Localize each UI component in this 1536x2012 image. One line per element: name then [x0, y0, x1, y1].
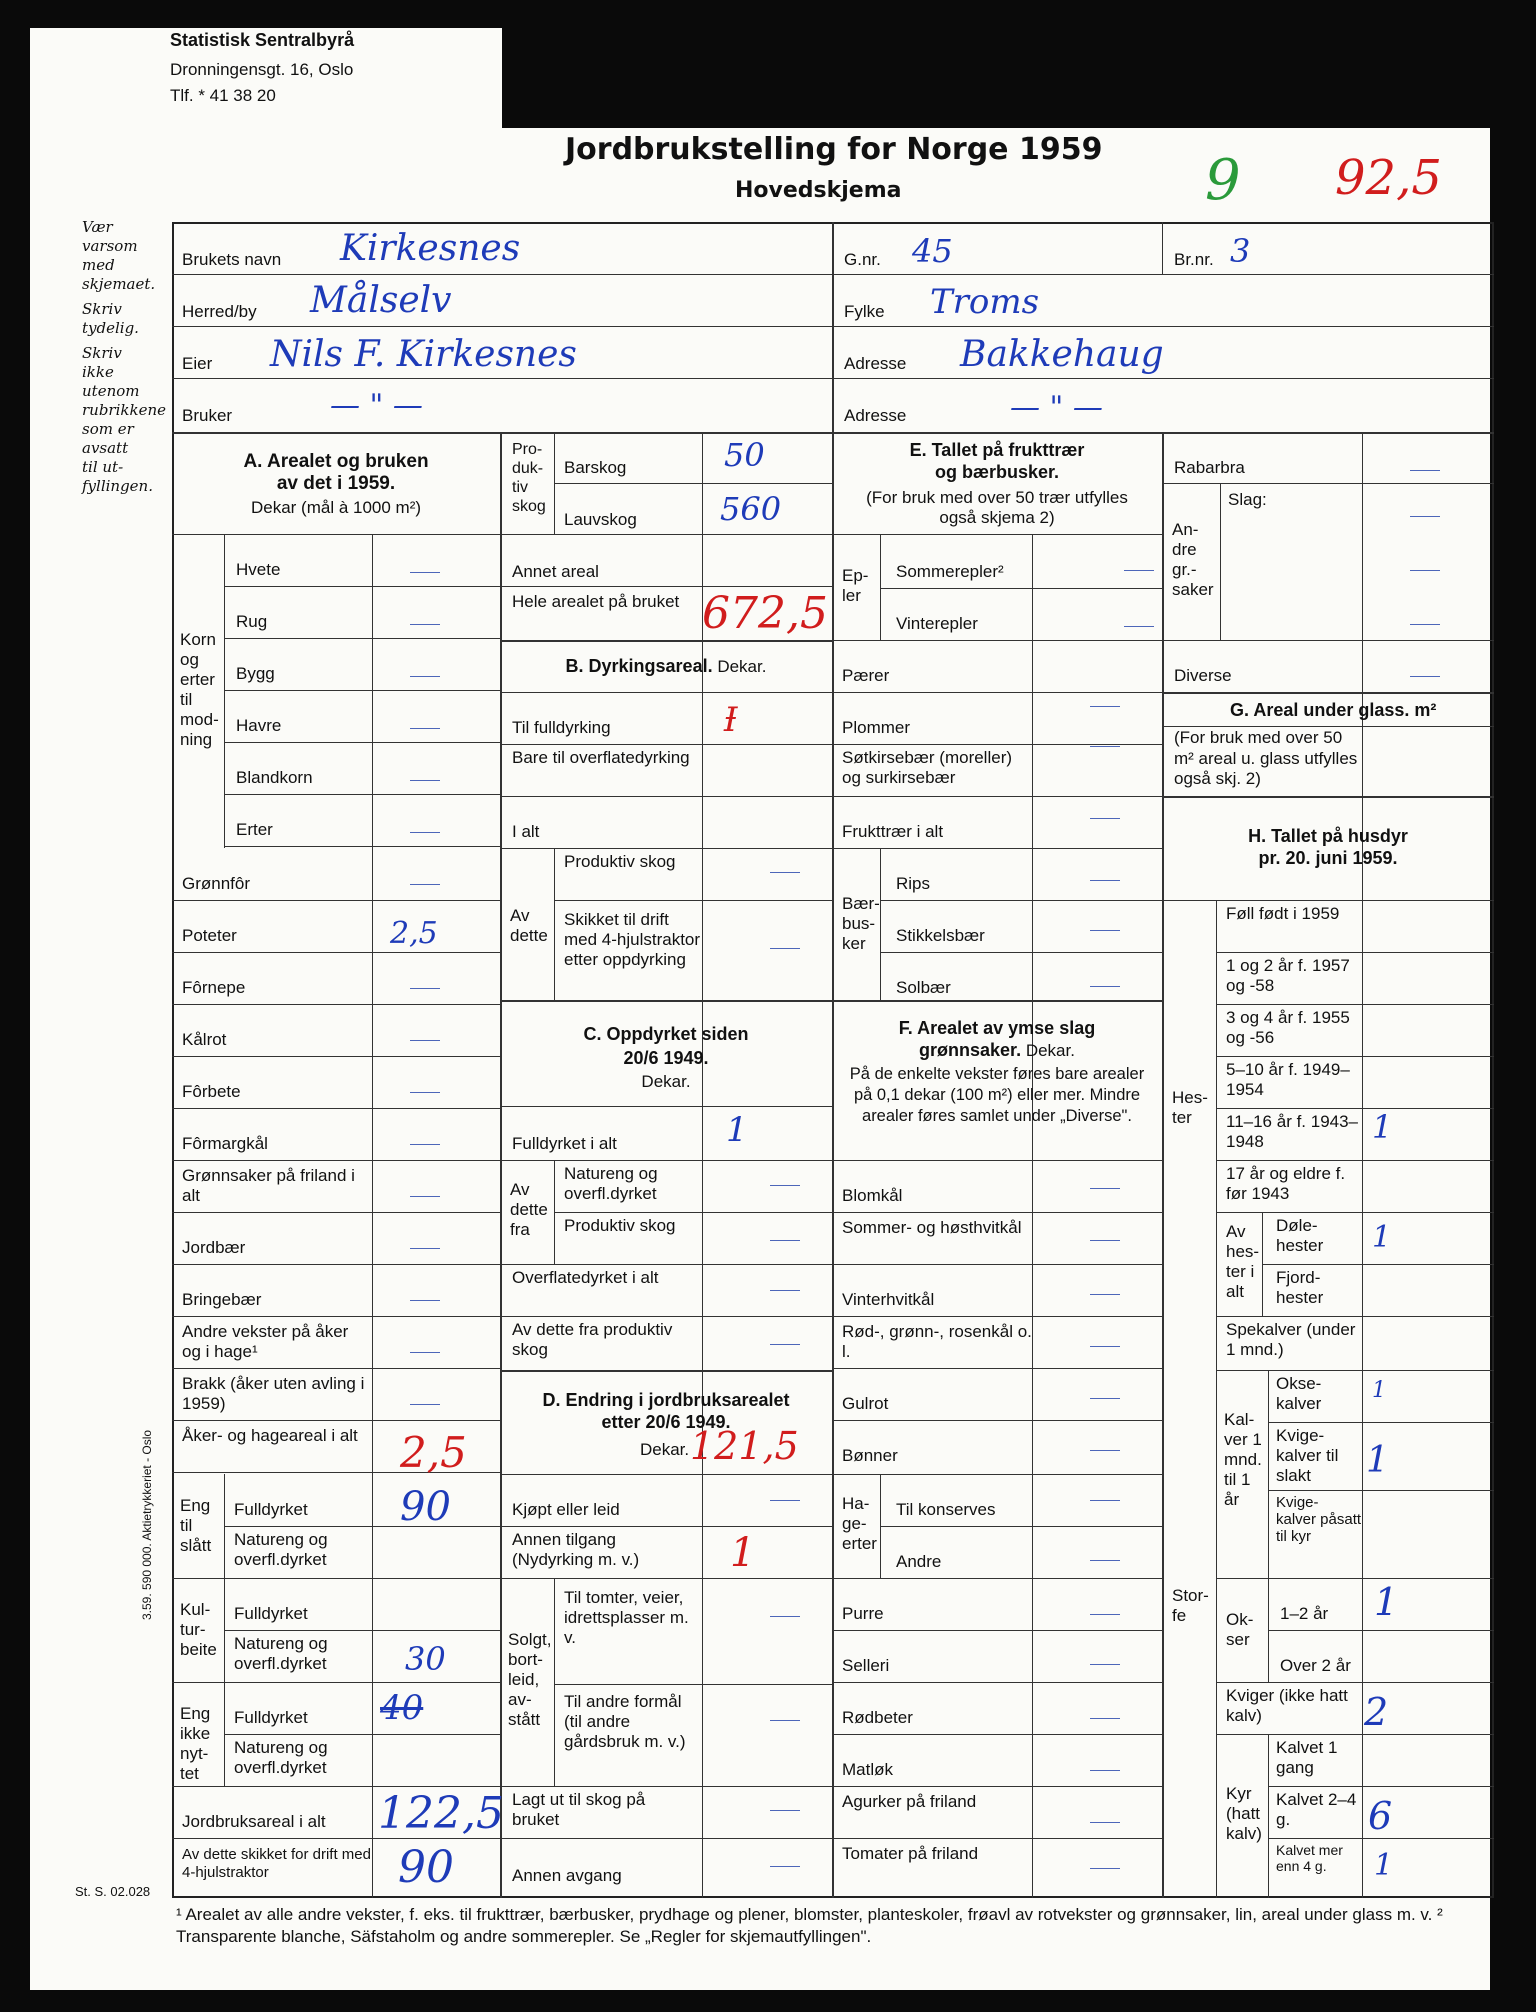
eng-label: Eng til slått	[180, 1496, 212, 1555]
sectionA-row: Poteter	[182, 926, 237, 945]
slag-label: Slag:	[1228, 490, 1267, 509]
paerer: Pærer	[842, 666, 890, 685]
aker-value[interactable]: 2,5	[400, 1428, 467, 1477]
dash-mark	[770, 872, 800, 873]
c-fulldyrket: Fulldyrket i alt	[512, 1134, 617, 1153]
rips: Rips	[896, 874, 931, 893]
herred-label: Herred/by	[182, 302, 257, 321]
sectionD-title1: D. Endring i jordbruksarealet	[542, 1390, 790, 1410]
overflatedyrking: Bare til overflatedyrking	[512, 748, 690, 767]
dash-mark	[410, 832, 440, 833]
kult-label: Kul- tur- beite	[180, 1600, 217, 1659]
sectionF-row: Gulrot	[842, 1394, 889, 1413]
sectionC-title2: 20/6 1949.	[623, 1048, 709, 1068]
engikke-label: Eng ikke nyt- tet	[180, 1704, 211, 1783]
sectionF-row: Vinterhvitkål	[842, 1290, 935, 1309]
diverse: Diverse	[1174, 666, 1232, 685]
lauvskog-value[interactable]: 560	[720, 490, 782, 528]
publisher-address: Dronningensgt. 16, Oslo	[170, 60, 354, 79]
sectionG-title: G. Areal under glass. m²	[1230, 700, 1437, 720]
sectionF-row2: Agurker på friland	[842, 1792, 977, 1811]
dash-mark	[1410, 624, 1440, 625]
barskog-value[interactable]: 50	[724, 436, 765, 474]
sectionE-title2: og bærbusker.	[934, 462, 1060, 482]
dash-mark	[1090, 1346, 1120, 1347]
traktor-value[interactable]: 90	[398, 1842, 454, 1893]
red-mark: 92,5	[1335, 150, 1442, 206]
adresse2-label: Adresse	[844, 406, 907, 425]
kalvet-1: Kalvet 1 gang	[1276, 1738, 1338, 1777]
stikkelsbaer: Stikkelsbær	[896, 926, 985, 945]
korn-row: Erter	[236, 820, 273, 839]
bruk-label: Brukets navn	[182, 250, 282, 269]
sectionF-title1: F. Arealet av ymse slag	[898, 1018, 1096, 1038]
korn-row: Blandkorn	[236, 768, 313, 787]
til-fulldyrking: Til fulldyrking	[512, 718, 611, 737]
total-row: Jordbruksareal i alt	[182, 1812, 326, 1831]
sectionA-row: Fôrnepe	[182, 978, 246, 997]
h-kviger-value[interactable]: 2	[1364, 1690, 1389, 1734]
skog-label: Pro- duk- tiv skog	[512, 441, 546, 515]
sectionA-row: Jordbær	[182, 1238, 246, 1257]
sectionF-row2: Tomater på friland	[842, 1844, 979, 1863]
dash-mark	[410, 1196, 440, 1197]
dash-mark	[410, 676, 440, 677]
dash-mark	[1090, 1450, 1120, 1451]
dash-mark	[770, 948, 800, 949]
dash-mark	[1090, 1294, 1120, 1295]
bruker-value[interactable]: — " —	[330, 388, 423, 423]
form-code: St. S. 02.028	[75, 1884, 151, 1899]
dash-mark	[1410, 570, 1440, 571]
korn-label: Korn og erter til mod- ning	[180, 630, 219, 749]
hester-row: Føll født i 1959	[1226, 904, 1340, 923]
sectionF-row2: Rødbeter	[842, 1708, 913, 1727]
sotkirse: Søtkirsebær (moreller) og surkirsebær	[842, 748, 1013, 787]
fulldyrket-row: Fulldyrket	[234, 1708, 308, 1727]
dash-mark	[770, 1500, 800, 1501]
dash-mark	[770, 1616, 800, 1617]
eng-full-value[interactable]: 90	[400, 1484, 451, 1530]
sectionF-row2: Matløk	[842, 1760, 893, 1779]
storfe-label: Stor- fe	[1172, 1586, 1209, 1625]
hele-label: Hele arealet på bruket	[512, 592, 680, 611]
sectionC-title1: C. Oppdyrket siden	[583, 1024, 749, 1044]
sectionF-row: Sommer- og høsthvitkål	[842, 1218, 1022, 1237]
dash-mark	[410, 1040, 440, 1041]
annet-label: Annet areal	[512, 562, 599, 581]
d-annen: Annen tilgang (Nydyrking m. v.)	[512, 1530, 640, 1569]
dash-mark	[1410, 676, 1440, 677]
okser-over2: Over 2 år	[1280, 1656, 1351, 1675]
sectionA-row: Andre vekster på åker og i hage¹	[182, 1322, 349, 1361]
hester-row: 1 og 2 år f. 1957 og -58	[1226, 956, 1350, 995]
c-avprod: Av dette fra produktiv skog	[512, 1320, 673, 1359]
dash-mark	[410, 780, 440, 781]
kyr-label: Kyr (hatt kalv)	[1226, 1784, 1262, 1843]
traktor-row: Av dette skikket for drift med 4-hjulstraktor	[182, 1846, 371, 1881]
eier-label: Eier	[182, 354, 213, 373]
dash-mark	[410, 988, 440, 989]
dash-mark	[770, 1866, 800, 1867]
dash-mark	[1124, 570, 1154, 571]
adresse-label: Adresse	[844, 354, 907, 373]
dash-mark	[1090, 1664, 1120, 1665]
natureng-row: Natureng og overfl.dyrket	[234, 1634, 328, 1673]
gnr-label: G.nr.	[844, 250, 881, 269]
dash-mark	[1090, 1398, 1120, 1399]
sectionA-row: Fôrbete	[182, 1082, 241, 1101]
dash-mark	[1090, 1614, 1120, 1615]
sectionA-title1: A. Arealet og bruken	[243, 451, 429, 472]
sectionH-title1: H. Tallet på husdyr	[1248, 826, 1408, 846]
sectionA-title2: av det i 1959.	[276, 473, 396, 494]
herred-value[interactable]: Målselv	[310, 280, 452, 321]
sectionA-row: Bringebær	[182, 1290, 262, 1309]
fylke-label: Fylke	[844, 302, 885, 321]
d-solgt: Solgt, bort- leid, av- stått	[508, 1630, 552, 1729]
dash-mark	[770, 1720, 800, 1721]
dash-mark	[410, 624, 440, 625]
publisher-phone: Tlf. * 41 38 20	[170, 86, 276, 105]
c-prod: Produktiv skog	[564, 1216, 676, 1235]
sectionA-row: Grønnfôr	[182, 874, 251, 893]
spekalver: Spekalver (under 1 mnd.)	[1226, 1320, 1356, 1359]
hele-value[interactable]: 672,5	[702, 588, 828, 639]
dash-mark	[1090, 1500, 1120, 1501]
baer-label: Bær- bus- ker	[842, 894, 880, 953]
oksekalver: Okse- kalver	[1276, 1374, 1322, 1413]
h-dole-value[interactable]: 1	[1372, 1220, 1392, 1255]
dash-mark	[1090, 986, 1120, 987]
dash-mark	[1124, 626, 1154, 627]
d-avgang: Annen avgang	[512, 1866, 622, 1885]
kviger: Kviger (ikke hatt kalv)	[1226, 1686, 1348, 1725]
korn-row: Hvete	[236, 560, 281, 579]
adresse2-value[interactable]: — " —	[1010, 390, 1103, 425]
printer-code: 3.59. 590 000. Aktietrykkeriet - Oslo	[140, 1429, 154, 1620]
brnr-value[interactable]: 3	[1230, 232, 1251, 270]
dash-mark	[1090, 1718, 1120, 1719]
b-avdette: Av dette	[510, 906, 548, 945]
bruk-value[interactable]: Kirkesnes	[340, 228, 521, 269]
bruker-label: Bruker	[182, 406, 233, 425]
h-elleve-value[interactable]: 1	[1372, 1108, 1393, 1146]
h-kalvet2-value[interactable]: 6	[1368, 1794, 1393, 1838]
frukttraer: Frukttrær i alt	[842, 822, 944, 841]
sectionA-row: Brakk (åker uten avling i 1959)	[182, 1374, 365, 1413]
hester-label: Hes- ter	[1172, 1088, 1208, 1127]
eier-value[interactable]: Nils F. Kirkesnes	[270, 334, 577, 375]
rabarbra: Rabarbra	[1174, 458, 1245, 477]
dash-mark	[410, 1092, 440, 1093]
korn-row: Havre	[236, 716, 282, 735]
poteter-value[interactable]: 2,5	[390, 916, 438, 951]
b-i-alt: I alt	[512, 822, 540, 841]
andre-grsaker: An- dre gr.- saker	[1172, 520, 1214, 599]
dash-mark	[770, 1810, 800, 1811]
avhester-label: Av hes- ter i alt	[1226, 1222, 1260, 1301]
barskog-label: Barskog	[564, 458, 627, 477]
dash-mark	[1090, 1770, 1120, 1771]
d-lagt: Lagt ut til skog på bruket	[512, 1790, 646, 1829]
dash-mark	[1090, 818, 1120, 819]
hageerter-andre: Andre	[896, 1552, 942, 1571]
sectionG-note: (For bruk med over 50 m² areal u. glass utfylles også skj. 2)	[1174, 728, 1358, 788]
kalvet-2: Kalvet 2–4 g.	[1276, 1790, 1357, 1829]
hester-row: 11–16 år f. 1943–1948	[1226, 1112, 1359, 1151]
total-value[interactable]: 122,5	[378, 1788, 504, 1839]
dash-mark	[1410, 470, 1440, 471]
dash-mark	[1090, 880, 1120, 881]
lauvskog-label: Lauvskog	[564, 510, 637, 529]
dash-mark	[410, 1300, 440, 1301]
sectionB-title: B. Dyrkingsareal. Dekar.	[565, 656, 767, 676]
dash-mark	[770, 1290, 800, 1291]
sectionA-row: Kålrot	[182, 1030, 227, 1049]
sectionE-title1: E. Tallet på frukttrær	[909, 440, 1085, 460]
c-avfra: Av dette fra	[510, 1180, 548, 1239]
dash-mark	[1090, 1822, 1120, 1823]
d-kjopt: Kjøpt eller leid	[512, 1500, 620, 1519]
dash-mark	[410, 728, 440, 729]
dash-mark	[410, 572, 440, 573]
publisher-name: Statistisk Sentralbyrå	[170, 30, 355, 50]
fulldyrket-row: Fulldyrket	[234, 1604, 308, 1623]
footnote: ¹ Arealet av alle andre vekster, f. eks. til frukttrær, bærbusker, prydhage og plener, blomster, planteskoler, frøavl av rotvekster og grønnsaker, lin, areal under glass m. v. ² Transparente blanche, Säfstaholm og andre sommerepler. Se „Regler for skjemautfyllingen".	[176, 1905, 1443, 1946]
dash-mark	[1090, 1188, 1120, 1189]
kalver-label: Kal- ver 1 mnd. til 1 år	[1224, 1410, 1262, 1509]
sectionF-note: På de enkelte vekster føres bare arealer på 0,1 dekar (100 m²) eller mer. Mindre arealer føres samlet under „Diverse".	[849, 1065, 1145, 1125]
hester-row: 17 år og eldre f. før 1943	[1226, 1164, 1346, 1203]
sectionA-row: Åker- og hageareal i alt	[182, 1426, 358, 1445]
sectionA-row: Grønnsaker på friland i alt	[182, 1166, 355, 1205]
dash-mark	[410, 1144, 440, 1145]
kalvet-4: Kalvet mer enn 4 g.	[1276, 1842, 1343, 1874]
fjordhester: Fjord- hester	[1276, 1268, 1324, 1307]
dash-mark	[410, 1404, 440, 1405]
sectionF-row: Blomkål	[842, 1186, 903, 1205]
sectionD-unit: Dekar.	[640, 1440, 690, 1459]
sommerepler: Sommerepler²	[896, 562, 1004, 581]
dash-mark	[1090, 1240, 1120, 1241]
kvige-kyr: Kvige- kalver påsatt til kyr	[1276, 1494, 1362, 1545]
h-okser12-value[interactable]: 1	[1374, 1580, 1399, 1624]
korn-row: Bygg	[236, 664, 275, 683]
dash-mark	[770, 1344, 800, 1345]
dash-mark	[770, 1240, 800, 1241]
sectionC-unit: Dekar.	[641, 1072, 691, 1091]
gnr-value[interactable]: 45	[912, 232, 953, 270]
fulldyrket-row: Fulldyrket	[234, 1500, 308, 1519]
b-prod: Produktiv skog	[564, 852, 676, 871]
scan-background	[502, 0, 1532, 128]
dash-mark	[1090, 706, 1120, 707]
sectionA-row: Fôrmargkål	[182, 1134, 268, 1153]
fylke-value[interactable]: Troms	[930, 282, 1040, 322]
til-fulldyrking-value[interactable]: Ɨ	[724, 700, 738, 740]
side-note: Vær varsom med skjemaet. Skriv tydelig. Skriv ikke utenom rubrikkene som er avsatt til ut- fyllingen.	[82, 218, 166, 495]
h-kalvet4-value[interactable]: 1	[1374, 1848, 1394, 1883]
sectionF-title2: grønnsaker. Dekar.	[919, 1040, 1075, 1060]
d-andre: Til andre formål (til andre gårdsbruk m. v.)	[564, 1692, 686, 1751]
okser-12: 1–2 år	[1280, 1604, 1329, 1623]
hester-row: 3 og 4 år f. 1955 og -56	[1226, 1008, 1350, 1047]
d-tomter: Til tomter, veier, idrettsplasser m. v.	[564, 1588, 689, 1647]
dash-mark	[1090, 1868, 1120, 1869]
plommer: Plommer	[842, 718, 911, 737]
sectionH-title2: pr. 20. juni 1959.	[1258, 848, 1398, 868]
solbaer: Solbær	[896, 978, 951, 997]
c-natureng: Natureng og overfl.dyrket	[564, 1164, 658, 1203]
sectionF-row2: Selleri	[842, 1656, 890, 1675]
sectionF-row: Bønner	[842, 1446, 898, 1465]
sectionD-value[interactable]: 121,5	[690, 1424, 799, 1468]
dash-mark	[1090, 930, 1120, 931]
natureng-row: Natureng og overfl.dyrket	[234, 1738, 328, 1777]
d-annen-value[interactable]: 1	[730, 1530, 756, 1576]
c-overflate: Overflatedyrket i alt	[512, 1268, 659, 1287]
b-skikket: Skikket til drift med 4-hjulstraktor etter oppdyrking	[564, 910, 701, 969]
vinterepler: Vinterepler	[896, 614, 978, 633]
sectionF-row2: Purre	[842, 1604, 884, 1623]
korn-row: Rug	[236, 612, 268, 631]
kvige-slakt: Kvige- kalver til slakt	[1276, 1426, 1339, 1485]
epler-label: Ep- ler	[842, 566, 869, 605]
green-mark: 9	[1205, 148, 1241, 213]
form-title: Jordbrukstelling for Norge 1959	[565, 132, 1103, 167]
okser-label: Ok- ser	[1226, 1610, 1254, 1649]
sectionF-row: Rød-, grønn-, rosenkål o. l.	[842, 1322, 1032, 1361]
sectionE-note: (For bruk med over 50 trær utfylles også skjema 2)	[866, 488, 1128, 527]
dash-mark	[410, 884, 440, 885]
dolehester: Døle- hester	[1276, 1216, 1324, 1255]
adresse-value[interactable]: Bakkehaug	[960, 334, 1164, 375]
kult-nat-value[interactable]: 30	[405, 1640, 446, 1678]
dash-mark	[770, 1185, 800, 1186]
hester-row: 5–10 år f. 1949–1954	[1226, 1060, 1350, 1099]
sectionA-unit: Dekar (mål à 1000 m²)	[250, 498, 422, 517]
dash-mark	[410, 1248, 440, 1249]
form-subtitle: Hovedskjema	[735, 178, 902, 203]
konserves: Til konserves	[896, 1500, 996, 1519]
h-kvige-slakt-value[interactable]: 1	[1366, 1440, 1389, 1481]
dash-mark	[1090, 746, 1120, 747]
sectionD-title2: etter 20/6 1949.	[601, 1412, 731, 1432]
dash-mark	[1090, 1560, 1120, 1561]
hageerter-label: Ha- ge- erter	[842, 1494, 877, 1553]
dash-mark	[1410, 516, 1440, 517]
c-fulldyrket-value[interactable]: 1	[726, 1110, 748, 1150]
h-okse-value[interactable]: 1	[1372, 1378, 1386, 1403]
natureng-row: Natureng og overfl.dyrket	[234, 1530, 328, 1569]
dash-mark	[410, 1352, 440, 1353]
brnr-label: Br.nr.	[1174, 250, 1214, 269]
engikke-full-value[interactable]: 40	[380, 1688, 424, 1728]
